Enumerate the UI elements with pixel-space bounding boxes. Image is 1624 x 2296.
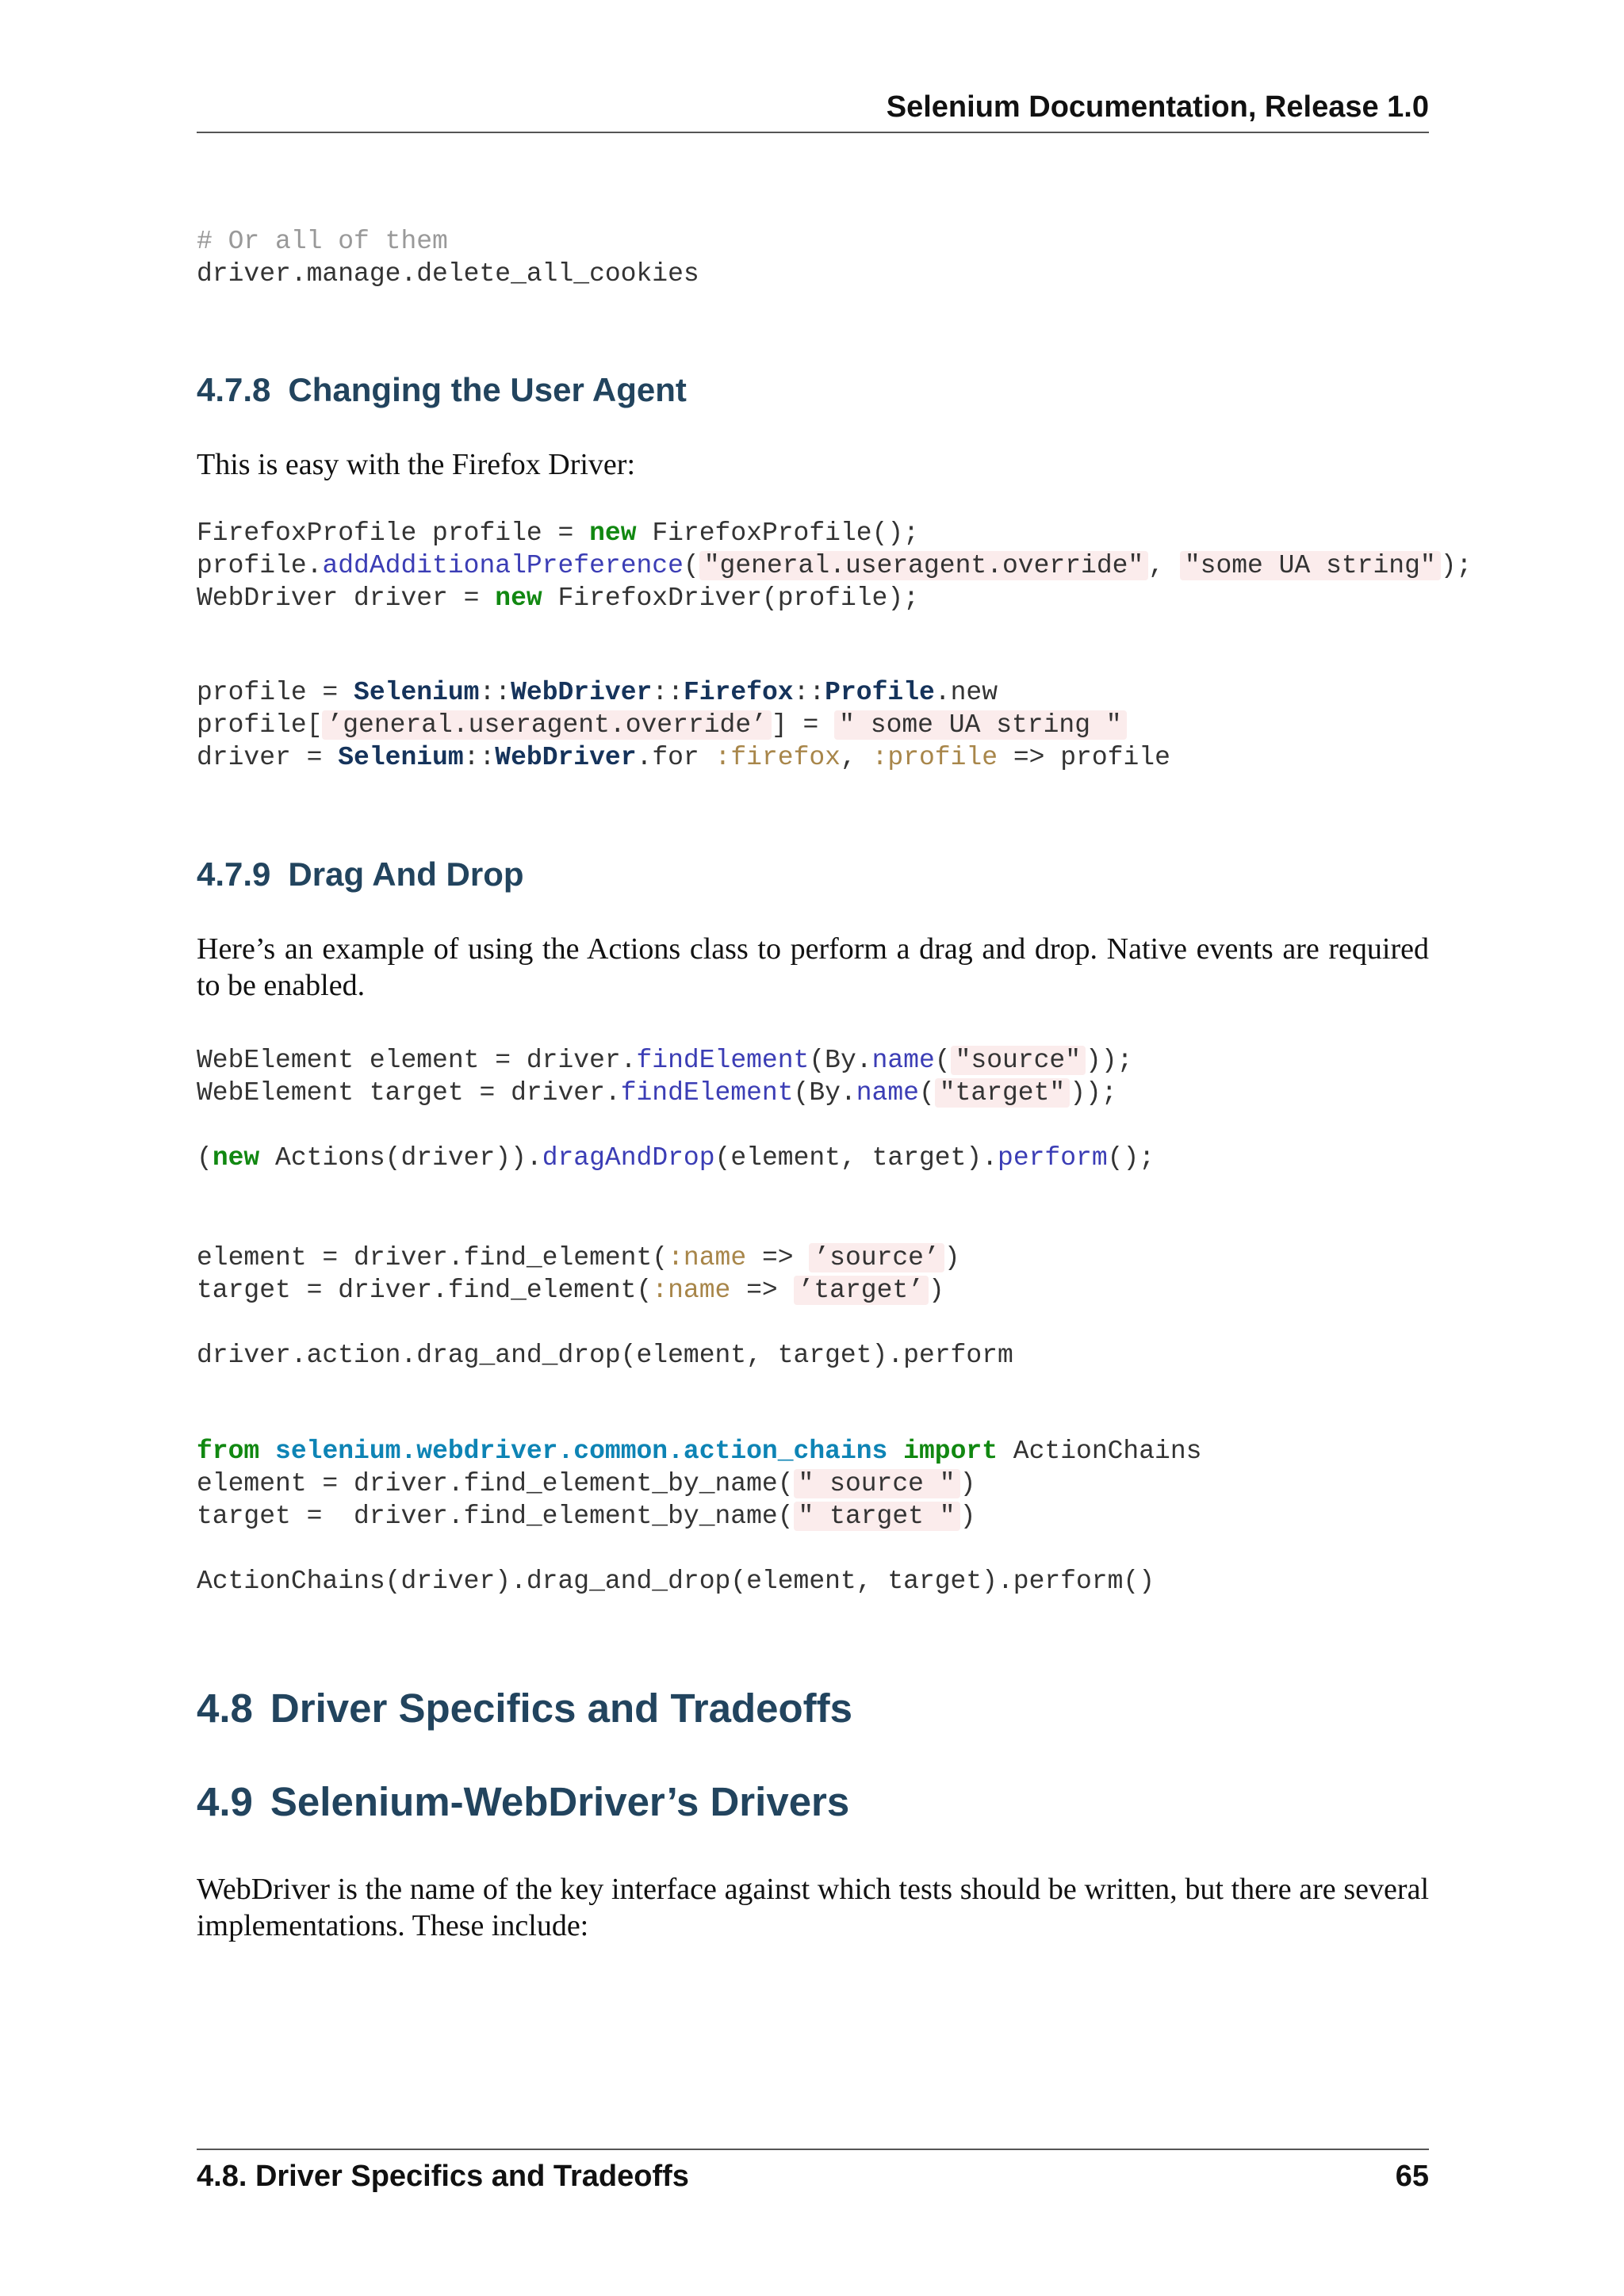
heading-4-8 [197, 1685, 852, 1732]
code-keyword: new [495, 584, 542, 613]
code-text: , [1148, 551, 1180, 580]
code-line: ActionChains(driver).drag_and_drop(element, target).perform() [197, 1567, 1155, 1596]
section-number: 4.7.9 [197, 855, 271, 893]
paragraph-drag-drop-intro: Here’s an example of using the Actions class to perform a drag and drop. Native events are required to be enabled. [197, 932, 1429, 1002]
code-keyword: new [212, 1143, 260, 1173]
code-text: FirefoxProfile(); [636, 519, 919, 548]
code-string: " source " [794, 1469, 960, 1498]
code-text: .new [934, 678, 998, 707]
code-module: selenium.webdriver.common.action_chains [275, 1437, 888, 1466]
code-text: profile[ [197, 710, 323, 740]
code-text: ); [1440, 551, 1473, 580]
code-keyword: from [197, 1437, 260, 1466]
code-text: => profile [998, 743, 1170, 772]
code-string: "some UA string" [1180, 551, 1441, 580]
running-footer [197, 2149, 1429, 2194]
code-text: FirefoxDriver(profile); [542, 584, 919, 613]
code-block-ruby-user-agent [197, 676, 1170, 774]
code-text: ActionChains [998, 1437, 1202, 1466]
code-text: element = driver.find_element( [197, 1243, 668, 1272]
code-text: driver = [197, 743, 339, 772]
code-keyword: import [903, 1437, 998, 1466]
code-block-ruby-drag-drop [197, 1242, 1013, 1372]
code-string: " some UA string " [834, 710, 1126, 740]
code-text: WebDriver driver = [197, 584, 496, 613]
code-text: ) [944, 1243, 960, 1272]
code-text: (element, target). [714, 1143, 998, 1173]
paragraph-webdriver-intro: WebDriver is the name of the key interface against which tests should be written, but there are several implementations. These include: [197, 1873, 1429, 1942]
code-string: "source" [951, 1046, 1086, 1075]
code-line: driver.action.drag_and_drop(element, target).perform [197, 1341, 1013, 1370]
code-text: target = driver.find_element_by_name( [197, 1502, 794, 1531]
code-text: ) [959, 1502, 976, 1531]
section-title: Driver Specifics and Tradeoffs [270, 1686, 853, 1731]
section-number: 4.8 [197, 1686, 253, 1731]
code-string: " target " [794, 1502, 960, 1531]
code-class: Selenium [354, 678, 480, 707]
code-class: Firefox [683, 678, 794, 707]
code-symbol: :profile [871, 743, 998, 772]
code-symbol: :name [652, 1276, 731, 1305]
code-block-python-drag-drop [197, 1435, 1201, 1598]
code-block-java-drag-drop [197, 1044, 1155, 1174]
code-function: findElement [620, 1078, 794, 1108]
code-symbol: :firefox [714, 743, 841, 772]
code-text: ( [683, 551, 699, 580]
code-text: ) [959, 1469, 976, 1498]
code-text: ( [934, 1046, 951, 1075]
code-function: name [871, 1046, 935, 1075]
code-string: ’general.useragent.override’ [322, 710, 772, 740]
code-line: driver.manage.delete_all_cookies [197, 259, 699, 289]
code-class: WebDriver [495, 743, 637, 772]
code-text: ( [197, 1143, 213, 1173]
code-function: dragAndDrop [542, 1143, 715, 1173]
running-header [197, 90, 1429, 133]
section-title: Changing the User Agent [288, 371, 687, 408]
code-text: :: [652, 678, 684, 707]
page-number: 65 [1395, 2160, 1429, 2193]
code-class: Selenium [338, 743, 464, 772]
code-text: Actions(driver)). [259, 1143, 542, 1173]
code-text: (By. [793, 1078, 856, 1108]
code-class: WebDriver [511, 678, 653, 707]
code-text: ( [918, 1078, 935, 1108]
code-string: "general.useragent.override" [699, 551, 1149, 580]
code-text: ) [928, 1276, 944, 1305]
code-function: findElement [636, 1046, 810, 1075]
code-function: addAdditionalPreference [322, 551, 684, 580]
code-text: target = driver.find_element( [197, 1276, 653, 1305]
footer-section: 4.8. Driver Specifics and Tradeoffs [197, 2160, 689, 2193]
heading-4-7-8 [197, 371, 687, 409]
code-text: :: [793, 678, 825, 707]
section-number: 4.7.8 [197, 371, 271, 408]
section-title: Selenium-WebDriver’s Drivers [270, 1779, 850, 1824]
code-string: "target" [935, 1078, 1070, 1108]
section-number: 4.9 [197, 1779, 253, 1824]
code-text: )); [1070, 1078, 1117, 1108]
code-text: WebElement element = driver. [197, 1046, 637, 1075]
heading-4-9 [197, 1778, 849, 1825]
code-text: FirefoxProfile profile = [197, 519, 590, 548]
code-string: ’source’ [809, 1243, 944, 1272]
heading-4-7-9 [197, 855, 524, 894]
code-text: profile. [197, 551, 323, 580]
code-text: .for [636, 743, 715, 772]
code-text: element = driver.find_element_by_name( [197, 1469, 794, 1498]
code-string: ’target’ [794, 1276, 929, 1305]
code-text: (By. [809, 1046, 872, 1075]
section-title: Drag And Drop [288, 855, 524, 893]
code-comment: # Or all of them [197, 227, 448, 256]
code-text: => [730, 1276, 794, 1305]
code-text: , [840, 743, 872, 772]
paragraph-user-agent-intro: This is easy with the Firefox Driver: [197, 448, 636, 481]
code-text: WebElement target = driver. [197, 1078, 621, 1108]
code-class: Profile [825, 678, 935, 707]
header-title: Selenium Documentation, Release 1.0 [886, 90, 1429, 124]
code-text: :: [463, 743, 496, 772]
code-text: => [746, 1243, 810, 1272]
code-symbol: :name [668, 1243, 747, 1272]
code-text: (); [1107, 1143, 1155, 1173]
code-text: ] = [771, 710, 835, 740]
code-block-delete-cookies [197, 225, 699, 290]
code-function: name [856, 1078, 919, 1108]
code-text: )); [1086, 1046, 1133, 1075]
code-text: profile = [197, 678, 354, 707]
code-text: :: [479, 678, 511, 707]
code-function: perform [998, 1143, 1108, 1173]
code-keyword: new [589, 519, 637, 548]
code-block-java-user-agent [197, 517, 1472, 614]
